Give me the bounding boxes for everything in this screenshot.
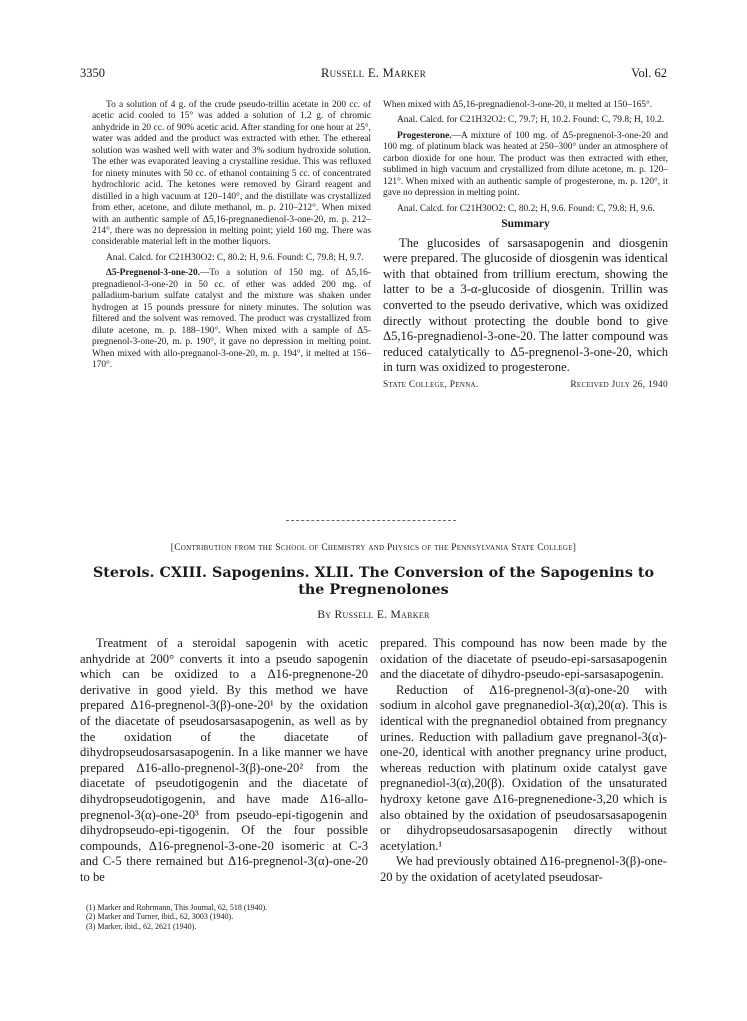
signature-line [383, 380, 668, 391]
bottom-left-column [80, 636, 368, 886]
article-title: Sterols. CXIII. Sapogenins. XLII. The Conversion of the Sapogenins to the Pregnenolones [92, 565, 654, 598]
byline: By Russell E. Marker [317, 609, 430, 621]
footnote: (2) Marker and Turner, ibid., 62, 3003 (1940). [86, 912, 234, 922]
section-divider [286, 520, 456, 521]
footnote: (3) Marker, ibid., 62, 2621 (1940). [86, 921, 197, 931]
received-date: Received July 26, 1940 [570, 379, 668, 390]
summary-paragraph: The glucosides of sarsasapogenin and diosgenin were prepared. The glucoside of diosgenin was identical with that obtained from trillium erectum, showing the latter to be a 3-α-glucoside of diosgenin. Trillin was converted to the pseudo derivative, which was oxidized directly without protecting the double bond to give Δ5,16-pregnadienol-3-one-20. The latter compound was reduced catalytically to Δ5-pregnenol-3-one-20, which in turn was oxidized to progesterone. [383, 235, 668, 375]
compound-heading: Δ5-Pregnenol-3-one-20. [106, 268, 200, 279]
intro-paragraph: Treatment of a steroidal sapogenin with acetic anhydride at 200° converts it into a pseudo sapogenin which can be oxidized to a Δ16-pregnenone-20 derivative in good yield. By this method we have prepared Δ16-pregnenol-3(β)-one-20¹ by the oxidation of the diacetate of pseudosarsasapogenin, as well as by the oxidation of the diacetate of dihydropseudosarsasapogenin. In a like manner we have prepared Δ16-allo-pregnenol-3(β)-one-20² from the diacetate of pseudotigogenin and the diacetate of dihydropseudotigogenin, and have made Δ16-allo-pregnenol-3(α)-one-20³ from pseudo-epi-tigogenin and dihydropseudo-epi-tigogenin. Of the four possible compounds, Δ16-pregnenol-3-one-20 isomeric at C-3 and C-5 there remained but Δ16-pregnenol-3(α)-one-20 to be [80, 636, 368, 884]
analysis-paragraph: Anal. Calcd. for C21H30O2: C, 80.2; H, 9.6. Found: C, 79.8; H, 9.6. [397, 203, 655, 214]
volume-label: Vol. 62 [631, 66, 667, 80]
previous-work-paragraph: We had previously obtained Δ16-pregnenol-3(β)-one-20 by the oxidation of acetylated pseudosar- [380, 854, 667, 884]
continued-paragraph: prepared. This compound has now been made by the oxidation of the diacetate of pseudo-epi-sarsasapogenin and the diacetate of dihydro-pseudo-epi-sarsasapogenin. [380, 636, 667, 682]
analysis-paragraph: Anal. Calcd. for C21H32O2: C, 79.7; H, 10.2. Found: C, 79.8; H, 10.2. [397, 115, 665, 126]
location: State College, Penna. [383, 379, 479, 390]
contribution-line: [Contribution from the School of Chemistry and Physics of the Pennsylvania State College] [170, 543, 577, 553]
summary-block [383, 236, 668, 376]
pregnenol-text: —To a solution of 150 mg. of Δ5,16-pregnadienol-3-one-20 in 50 cc. of ether was added 200 mg. of palladium-barium sulfate catalyst and the mixture was shaken under hydrogen at 15 pounds pressure for ninety minutes. The solution was filtered and the solvent was removed. The product was crystallized from dilute acetone, m. p. 188–190°. When mixed with a sample of Δ5-pregnenol-3-one-20, m. p. 190°, it gave no depression in melting point. When mixed with allo-pregnanol-3-one-20, m. p. 194°, it melted at 156–170°. [92, 268, 371, 370]
compound-heading: Progesterone. [397, 130, 452, 141]
experimental-paragraph: To a solution of 4 g. of the crude pseudo-trillin acetate in 200 cc. of acetic acid cooled to 15° was added a solution of 1.2 g. of chromic anhydride in 20 cc. of 90% acetic acid. After standing for one hour at 25°, water was added and the product was extracted with ether. The ethereal solution was washed well with water and 3% sodium hydroxide solution. The ether was evaporated leaving a crystalline residue. This was refluxed for ninety minutes with 50 cc. of ethanol containing 5 cc. of concentrated hydrochloric acid. The ketones were removed by Girard reagent and distilled in a high vacuum at 120–140°, and the distillate was crystallized from ether, acetone, and dilute methanol, m. p. 210–212°. When mixed with an authentic sample of Δ5,16-pregnanedienol-3-one-20, m. p. 212–214°, there was no depression in melting point; yield 160 mg. There was considerable material left in the mother liquors. [92, 100, 371, 248]
analysis-paragraph: Anal. Calcd. for C21H30O2: C, 80.2; H, 9.6. Found: C, 79.8; H, 9.7. [106, 252, 364, 263]
reduction-paragraph: Reduction of Δ16-pregnenol-3(α)-one-20 with sodium in alcohol gave pregnanediol-3(α),20(α). This is identical with the pregnanediol obtained from pregnancy urines. Reduction with palladium gave pregnanol-3(α)-one-20, identical with another pregnancy urine product, whereas reduction with platinum oxide catalyst gave pregnanediol-3(α),20(β). Oxidation of the unsaturated hydroxy ketone gave Δ16-pregnenedione-3,20 which is also obtained by the oxidation of pseudosarsasapogenin or dihydropseudosarsasapogenin directly without acetylation.¹ [380, 682, 667, 853]
progesterone-text: —A mixture of 100 mg. of Δ5-pregnenol-3-one-20 and 100 mg. of platinum black was heated at 250–300° under an atmosphere of carbon dioxide for one hour. The product was then extracted with ether, sublimed in high vacuum and crystallized from dilute acetone, m. p. 120–121°. When mixed with an authentic sample of progesterone, m. p. 120°, it gave no depression in melting point. [383, 130, 668, 199]
running-author: Russell E. Marker [320, 66, 427, 80]
mixed-paragraph: When mixed with Δ5,16-pregnadienol-3-one-20, it melted at 150–165°. [383, 100, 653, 110]
top-left-column [92, 100, 371, 371]
pregnenol-paragraph [92, 268, 371, 371]
top-right-column [383, 100, 668, 391]
running-header [80, 66, 667, 82]
summary-heading: Summary [501, 218, 550, 231]
progesterone-paragraph [383, 131, 668, 200]
page-number: 3350 [80, 66, 105, 80]
footnote: (1) Marker and Rohrmann, This Journal, 62, 518 (1940). [86, 903, 268, 912]
bottom-right-column [380, 636, 667, 886]
footnotes [86, 903, 366, 931]
